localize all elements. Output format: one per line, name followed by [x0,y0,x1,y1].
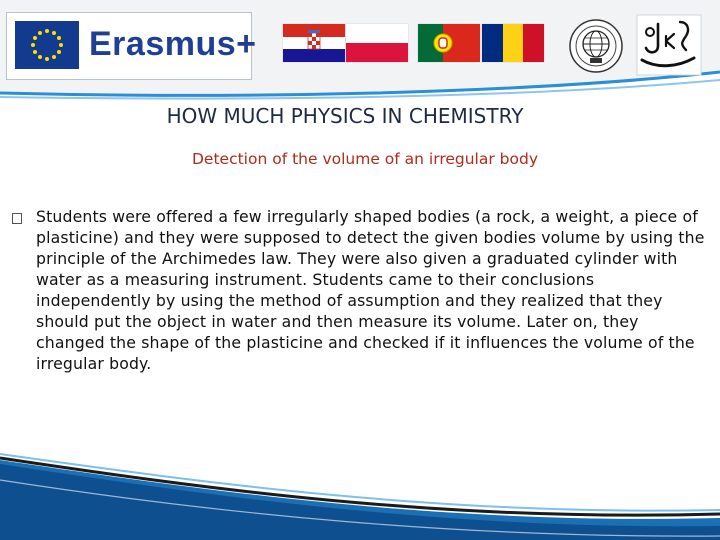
eu-flag-icon [15,21,79,69]
bottom-swoosh-decoration [0,440,720,540]
romania-flag-icon [482,24,544,62]
erasmus-logo [6,12,257,80]
header-banner [0,0,720,100]
croatia-flag-icon [283,24,345,62]
globe-emblem-icon [568,18,624,74]
page-title: HOW MUCH PHYSICS IN CHEMISTRY [166,104,524,128]
slide-subtitle: Detection of the volume of an irregular body [192,150,538,168]
bullet-item-text: Students were offered a few irregularly shaped bodies (a rock, a weight, a piece of plasticine) and they were supposed to detect the given bodies volume by using the principle of the Archimedes law. They were also given a graduated cylinder with water as a measuring instrument. Students came to their conclusions independently by using the method of assumption and they realized that they should put the object in water and then measure its volume. Later on, they changed the shape of the plasticine and checked if it influences the volume of the irregular body. [36,207,705,373]
bullet-square-icon [12,213,22,224]
poland-flag-icon [346,24,408,62]
portugal-flag-icon [418,24,480,62]
school-emblem-icon [636,14,702,76]
bullet-list [10,206,706,374]
erasmus-wordmark: Erasmus+ [89,25,257,63]
